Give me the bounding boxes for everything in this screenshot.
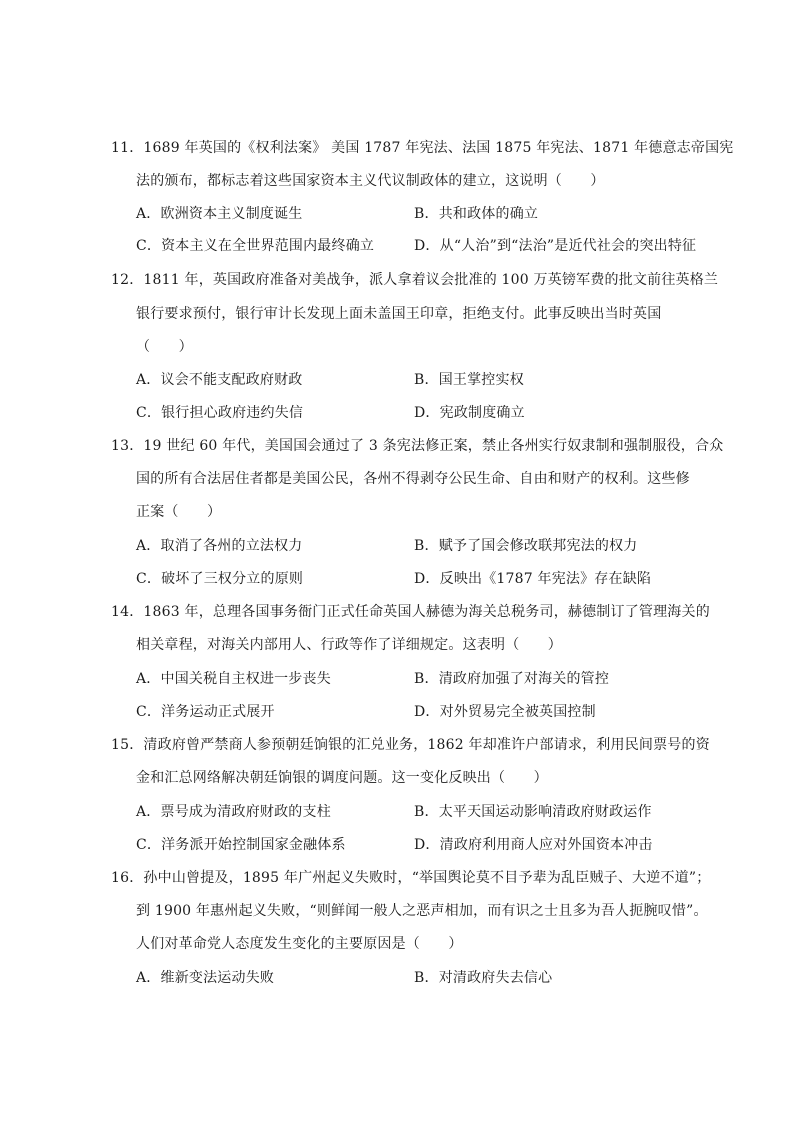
- question-14-option-d: D．对外贸易完全被英国控制: [414, 704, 596, 720]
- question-12-option-a: A．议会不能支配政府财政: [136, 372, 303, 388]
- question-12-line-1: 12．1811 年，英国政府准备对美战争，派人拿着议会批准的 100 万英镑军费的批文前往英格兰: [111, 272, 719, 288]
- question-15-option-c: C．洋务派开始控制国家金融体系: [136, 837, 346, 853]
- question-13-line-2: 国的所有合法居住者都是美国公民，各州不得剥夺公民生命、自由和财产的权利。这些修: [136, 471, 690, 487]
- question-15-line-1: 15．清政府曾严禁商人参预朝廷饷银的汇兑业务，1862 年却准许户部请求，利用民间票号的资: [111, 737, 710, 753]
- question-11-option-a: A．欧洲资本主义制度诞生: [136, 206, 303, 222]
- question-12-option-b: B．国王掌控实权: [414, 372, 524, 388]
- question-16-option-b: B．对清政府失去信心: [414, 970, 553, 986]
- question-11-line-1: 11．1689 年英国的《权利法案》 美国 1787 年宪法、法国 1875 年宪法、1871 年德意志帝国宪: [111, 140, 734, 156]
- question-14-line-1: 14．1863 年，总理各国事务衙门正式任命英国人赫德为海关总税务司，赫德制订了管理海关的: [111, 604, 710, 620]
- question-12-line-3: （ ）: [136, 339, 193, 355]
- question-11-line-2: 法的颁布，都标志着这些国家资本主义代议制政体的建立，这说明（ ）: [136, 173, 605, 189]
- question-13-option-c: C．破坏了三权分立的原则: [136, 571, 304, 587]
- question-15-option-a: A．票号成为清政府财政的支柱: [136, 804, 331, 820]
- question-15-option-b: B．太平天国运动影响清政府财政运作: [414, 804, 652, 820]
- question-16-line-2: 到 1900 年惠州起义失败，“则鲜闻一般人之恶声相加，而有识之士且多为吾人扼腕叹惜”。: [136, 903, 708, 919]
- question-16-line-3: 人们对革命党人态度发生变化的主要原因是（ ）: [136, 936, 463, 952]
- question-13-option-a: A．取消了各州的立法权力: [136, 538, 303, 554]
- question-11-option-c: C．资本主义在全世界范围内最终确立: [136, 238, 375, 254]
- question-16-option-a: A．维新变法运动失败: [136, 970, 275, 986]
- question-14-option-c: C．洋务运动正式展开: [136, 704, 275, 720]
- question-14-line-2: 相关章程，对海关内部用人、行政等作了详细规定。这表明（ ）: [136, 637, 562, 653]
- question-13-option-b: B．赋予了国会修改联邦宪法的权力: [414, 538, 638, 554]
- question-16-line-1: 16．孙中山曾提及，1895 年广州起义失败时，“举国舆论莫不目予辈为乱臣贼子、大逆不道”；: [111, 870, 711, 886]
- question-12-option-c: C．银行担心政府违约失信: [136, 405, 304, 421]
- question-15-line-2: 金和汇总网络解决朝廷饷银的调度问题。这一变化反映出（ ）: [136, 770, 548, 786]
- question-13-option-d: D．反映出《1787 年宪法》存在缺陷: [414, 571, 652, 587]
- question-13-line-3: 正案（ ）: [136, 504, 222, 520]
- question-12-option-d: D．宪政制度确立: [414, 405, 525, 421]
- question-11-option-d: D．从“人治”到“法治”是近代社会的突出特征: [414, 238, 697, 254]
- question-13-line-1: 13．19 世纪 60 年代，美国国会通过了 3 条宪法修正案，禁止各州实行奴隶制和强制服役，合众: [111, 438, 724, 454]
- question-14-option-a: A．中国关税自主权进一步丧失: [136, 671, 331, 687]
- question-15-option-d: D．清政府利用商人应对外国资本冲击: [414, 837, 653, 853]
- question-14-option-b: B．清政府加强了对海关的管控: [414, 671, 610, 687]
- question-12-line-2: 银行要求预付，银行审计长发现上面未盖国王印章，拒绝支付。此事反映出当时英国: [136, 306, 662, 322]
- question-11-option-b: B．共和政体的确立: [414, 206, 539, 222]
